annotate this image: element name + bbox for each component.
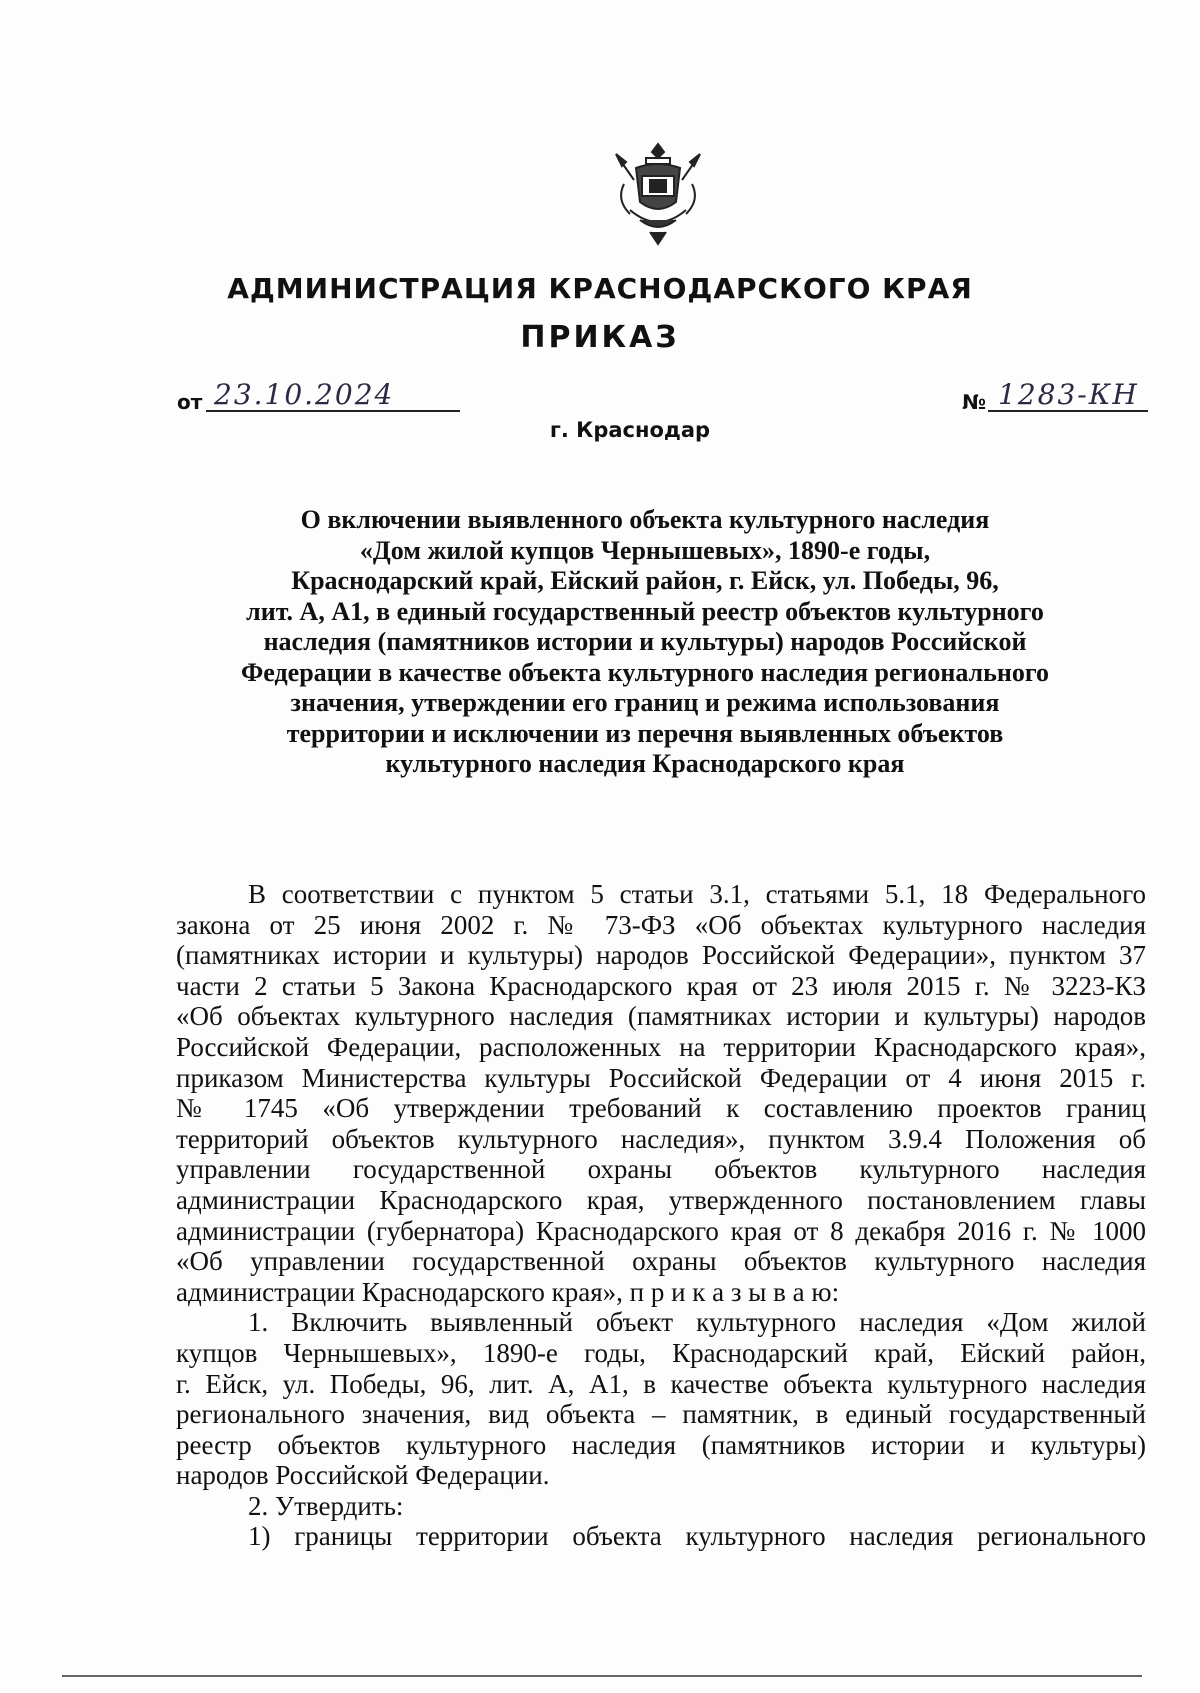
body-line: администрации Краснодарского края, утвержденного постановлением главы (176, 1184, 1146, 1215)
number-underline (988, 410, 1148, 412)
body-line: (памятниках истории и культуры) народов Российской Федерации», пунктом 37 (176, 940, 1146, 971)
coat-of-arms-emblem-icon (610, 140, 706, 248)
body-line: «Об объектах культурного наследия (памятниках истории и культуры) народов (176, 1001, 1146, 1032)
order-heading (180, 505, 1110, 780)
body-line: реестр объектов культурного наследия (памятников истории и культуры) (176, 1429, 1146, 1460)
heading-line: Федерации в качестве объекта культурного наследия регионального (240, 657, 1050, 687)
body-line: купцов Чернышевых», 1890-е годы, Краснодарский край, Ейский район, (176, 1337, 1146, 1368)
body-line: управлении государственной охраны объектов культурного наследия (176, 1154, 1146, 1185)
heading-line: «Дом жилой купцов Чернышевых», 1890-е годы, (359, 535, 931, 565)
order-body (176, 879, 1146, 1552)
scan-bottom-edge (62, 1675, 1142, 1677)
body-line: 1) границы территории объекта культурного наследия регионального (248, 1521, 1146, 1552)
heading-line: лит. А, А1, в единый государственный реестр объектов культурного (246, 596, 1044, 626)
body-line: «Об управлении государственной охраны объектов культурного наследия (176, 1246, 1146, 1277)
body-line: администрации (губернатора) Краснодарского края от 8 декабря 2016 г. № 1000 (176, 1215, 1146, 1246)
handwritten-date: 23.10.2024 (214, 378, 395, 411)
body-line: приказом Министерства культуры Российской Федерации от 4 июня 2015 г. (176, 1062, 1146, 1093)
city-line: г. Краснодар (549, 418, 711, 442)
body-line: регионального значения, вид объекта – памятник, в единый государственный (176, 1399, 1146, 1430)
body-line: администрации Краснодарского края», п р и к а з ы в а ю: (176, 1276, 840, 1307)
body-line: народов Российской Федерации. (176, 1460, 550, 1491)
heading-line: Краснодарский край, Ейский район, г. Ейск, ул. Победы, 96, (291, 566, 999, 595)
heading-line: территории и исключении из перечня выявленных объектов (286, 718, 1004, 748)
heading-line: культурного наследия Краснодарского края (385, 749, 905, 778)
handwritten-number: 1283-КН (998, 378, 1139, 411)
document-type: ПРИКАЗ (520, 320, 680, 355)
body-line: В соответствии с пунктом 5 статьи 3.1, статьями 5.1, 18 Федерального (248, 879, 1146, 909)
date-underline (206, 410, 460, 412)
body-line: г. Ейск, ул. Победы, 96, лит. А, А1, в качестве объекта культурного наследия (176, 1368, 1146, 1399)
body-line: № 1745 «Об утверждении требований к составлению проектов границ (176, 1093, 1146, 1124)
number-label: № (962, 390, 987, 414)
body-line: части 2 статьи 5 Закона Краснодарского края от 23 июля 2015 г. № 3223-КЗ (176, 970, 1146, 1001)
body-line: 2. Утвердить: (248, 1490, 404, 1521)
date-label: от (177, 390, 203, 414)
heading-line: значения, утверждении его границ и режима использования (290, 688, 1000, 717)
heading-line: О включении выявленного объекта культурного наследия (300, 505, 990, 534)
body-line: территорий объектов культурного наследия», пунктом 3.9.4 Положения об (176, 1123, 1146, 1154)
heading-line: наследия (памятников истории и культуры) народов Российской (263, 627, 1027, 656)
body-line: 1. Включить выявленный объект культурного наследия «Дом жилой (248, 1307, 1146, 1338)
body-line: Российской Федерации, расположенных на территории Краснодарского края», (176, 1031, 1146, 1062)
organization-title: АДМИНИСТРАЦИЯ КРАСНОДАРСКОГО КРАЯ (227, 272, 973, 305)
body-line: закона от 25 июня 2002 г. № 73-ФЗ «Об объектах культурного наследия (176, 909, 1146, 940)
